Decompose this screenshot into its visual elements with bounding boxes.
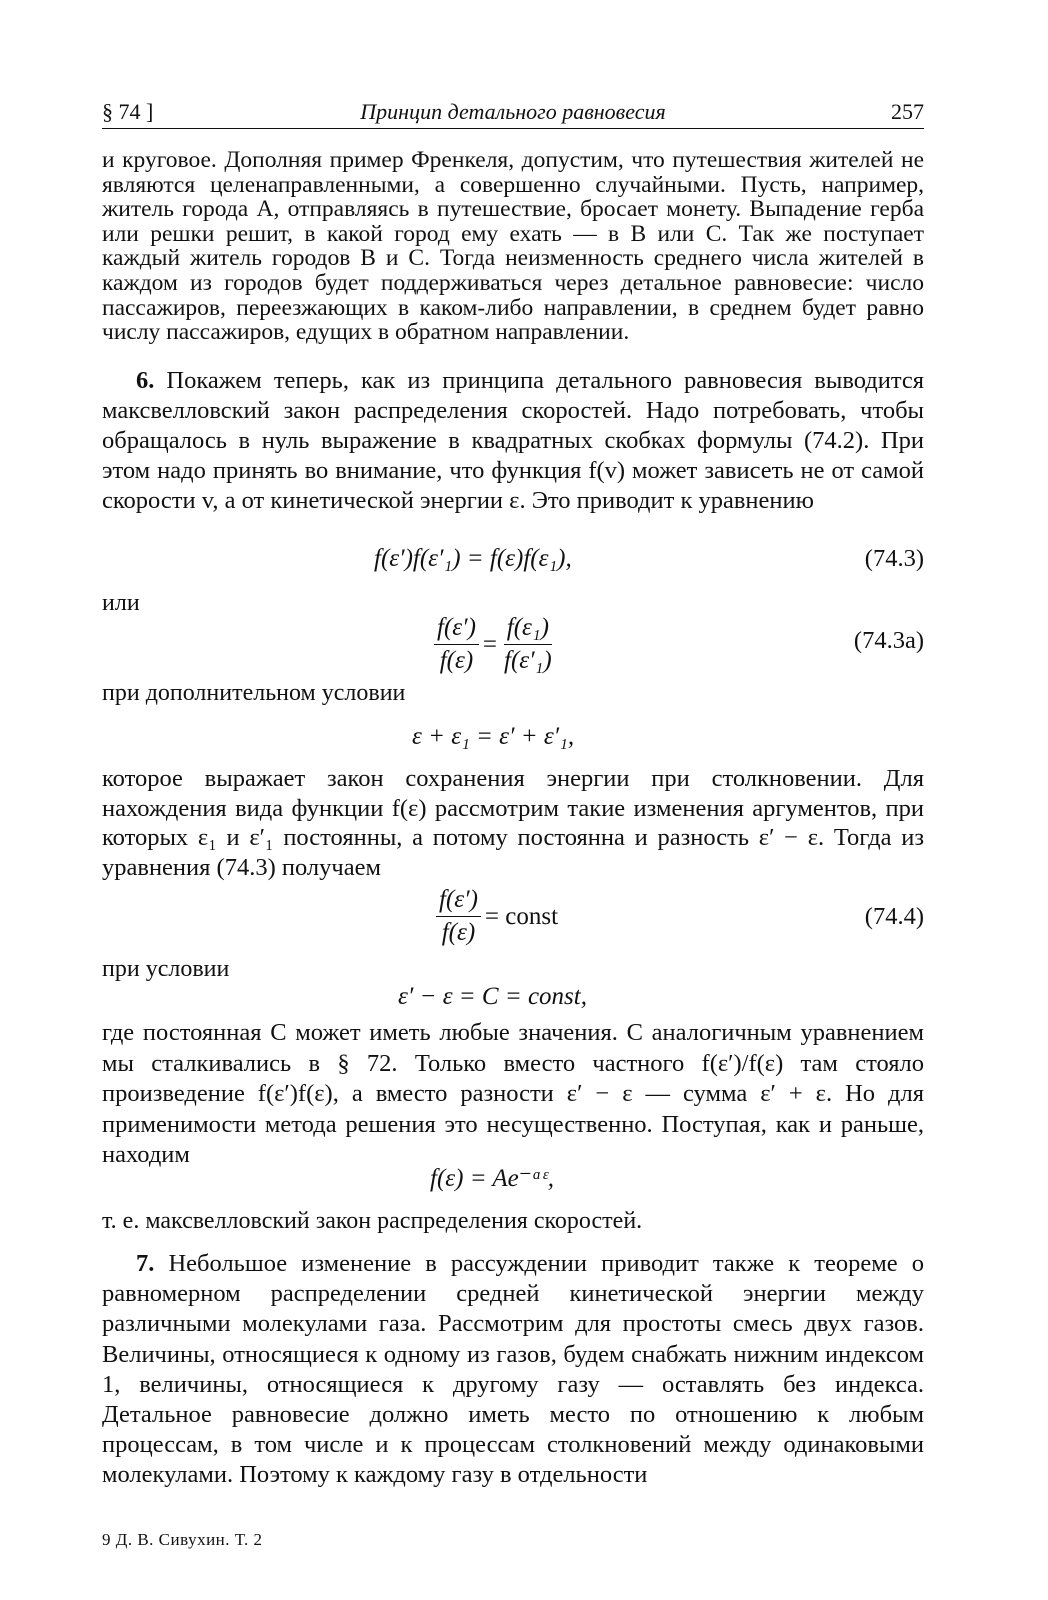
word-or: или: [102, 590, 140, 616]
page-number: 257: [891, 99, 924, 124]
denominator: f(ε): [441, 919, 476, 946]
paragraph-7-text: Небольшое изменение в рассуждении приводит также к теореме о равномерном распределении средней кинетической энергии между различными молекулами газа. Рассмотрим для простоты смесь двух газов. Величины, относящиеся к одному из газов, будем снабжать нижним индексом 1, величины, относящиеся к другому газу — оставлять без индекса. Детальное равновесие должно иметь место по отношению к любым процессам, в том числе и к процессам столкновений между одинаковыми молекулами. Поэтому к каждому газу в отдельности: [102, 1250, 924, 1489]
fraction-right: [501, 614, 555, 675]
equation-rhs: = const: [484, 902, 559, 930]
section-ref: § 74 ]: [102, 99, 154, 124]
fraction-left: [434, 614, 479, 675]
numerator: f(ε₁): [504, 614, 552, 645]
paragraph-6: [102, 366, 924, 516]
equation-74-3a: [430, 614, 559, 675]
item-number-7: 7.: [136, 1250, 155, 1277]
denominator: f(ε′₁): [504, 647, 552, 674]
equation-74-3: f(ε′)f(ε′₁) = f(ε)f(ε₁),: [374, 545, 572, 572]
running-header: [102, 96, 924, 128]
header-rule: [102, 128, 924, 129]
text-under-condition: при условии: [102, 956, 230, 982]
paragraph-function-form: которое выражает закон сохранения энергии при столкновении. Для нахождения вида функции f(ε) рассмотрим такие изменения аргументов, при которых ε₁ и ε′₁ постоянны, а потому постоянна и разность ε′ − ε. Тогда из уравнения (74.3) получаем: [102, 765, 924, 881]
paragraph-7: [102, 1249, 924, 1491]
paragraph-intro: и круговое. Дополняя пример Френкеля, допустим, что путешествия жителей не являются целенаправленными, а совершенно случайными. Пусть, например, житель города A, отправляясь в путешествие, бросает монету. Выпадение герба или решки решит, в какой город ему ехать — в B или C. Так же поступает каждый житель городов B и C. Тогда неизменность среднего числа жителей в каждом из городов будет поддерживаться через детальное равновесие: число пассажиров, переезжающих в каком-либо направлении, в среднем будет равно числу пассажиров, едущих в обратном направлении.: [102, 147, 924, 346]
numerator: f(ε′): [436, 886, 481, 917]
equation-74-4: [432, 886, 558, 947]
equals-sign: =: [482, 630, 498, 658]
paragraph-conclusion: т. е. максвелловский закон распределения скоростей.: [102, 1208, 643, 1234]
paragraph-6-text: Покажем теперь, как из принципа детального равновесия выводится максвелловский закон распределения скоростей. Надо потребовать, чтобы обращалось в нуль выражение в квадратных скобках формулы (74.2). При этом надо принять во внимание, что функция f(v) может зависеть не от самой скорости v, а от кинетической энергии ε. Это приводит к уравнению: [102, 367, 924, 514]
equation-number-74-3: (74.3): [864, 545, 924, 572]
numerator: f(ε′): [434, 614, 479, 645]
equation-solution: f(ε) = Ae⁻ᵅᵋ,: [430, 1165, 555, 1192]
equation-energy-conservation: ε + ε₁ = ε′ + ε′₁,: [412, 723, 575, 750]
equation-number-74-4: (74.4): [864, 903, 924, 930]
paragraph-constant: где постоянная C может иметь любые значения. С аналогичным уравнением мы сталкивались в § 72. Только вместо частного f(ε′)/f(ε) там стояло произведение f(ε′)f(ε), а вместо разности ε′ − ε — сумма ε′ + ε. Но для применимости метода решения это несущественно. Поступая, как и раньше, находим: [102, 1019, 924, 1168]
equation-condition: ε′ − ε = C = const,: [398, 983, 587, 1010]
text-additional-condition: при дополнительном условии: [102, 680, 406, 706]
running-title: Принцип детального равновесия: [360, 99, 666, 124]
fraction: [436, 886, 481, 947]
item-number-6: 6.: [136, 367, 155, 394]
signature-footer: 9 Д. В. Сивухин. Т. 2: [102, 1530, 263, 1549]
denominator: f(ε): [439, 647, 474, 674]
equation-number-74-3a: (74.3a): [853, 627, 924, 654]
